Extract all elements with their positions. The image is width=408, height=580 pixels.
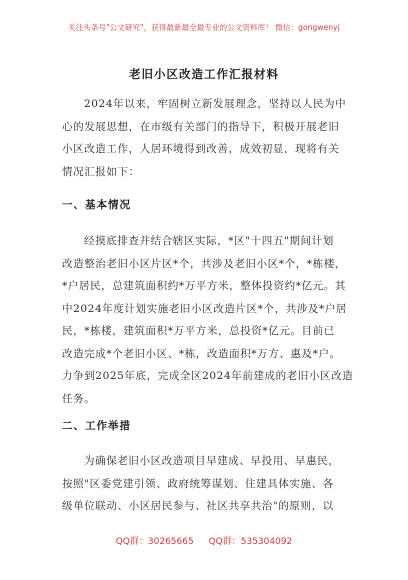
- section-heading-work-measures: 二、工作举措: [62, 420, 131, 432]
- footer-qq-group-1: QQ群：30265665: [115, 537, 194, 547]
- document-title: 老旧小区改造工作汇报材料: [129, 67, 279, 81]
- paragraph-line: 民，*栋楼，建筑面积*万平方米，总投资*亿元。目前已: [62, 325, 335, 337]
- paragraph-line: 为确保老旧小区改造项目早建成、早投用、早惠民，: [84, 455, 340, 467]
- footer-qq-group-2: QQ群：535304092: [208, 537, 293, 547]
- section-heading-basic-situation: 一、基本情况: [62, 199, 131, 211]
- paragraph-line: 中2024年度计划实施老旧小区改造片区*个，共涉及*户居: [62, 302, 348, 315]
- paragraph-line: 级单位联动、小区居民参与、社区共享共治"的原则，以: [62, 500, 334, 512]
- work-measures-paragraph: [62, 450, 352, 518]
- paragraph-line: 任务。: [62, 392, 96, 405]
- paragraph-line: 改造整治老旧小区片区*个，共涉及老旧小区*个，*栋楼，: [62, 257, 346, 270]
- paragraph-line: 改造完成*个老旧小区、*栋，改造面积*万方、惠及*户。: [62, 347, 341, 360]
- paragraph-line: 小区改造工作，人居环境得到改善，成效初显，现将有关: [62, 143, 340, 155]
- paragraph-line: 心的发展思想，在市级有关部门的指导下，积极开展老旧: [62, 120, 340, 133]
- paragraph-line: 经摸底排查并结合辖区实际，*区"十四五"期间计划: [84, 235, 334, 247]
- intro-paragraph: [62, 93, 352, 183]
- paragraph-line: 2024年以来，牢固树立新发展理念，坚持以人民为中: [84, 98, 347, 110]
- footer-contacts: [0, 534, 408, 547]
- paragraph-line: 情况汇报如下：: [62, 165, 140, 178]
- header-banner: 关注头条号"公文研究"，获得最新最全最专业的公文资料库！ 微信：gongwenyj: [68, 23, 340, 32]
- basic-situation-paragraph: [62, 230, 352, 410]
- paragraph-line: 按照"区委党建引领、政府统筹谋划、住建具体实施、各: [62, 477, 334, 490]
- paragraph-line: 力争到2025年底，完成全区2024年前建成的老旧小区改造: [62, 370, 354, 382]
- paragraph-line: *户居民，总建筑面积约*万平方米，整体投资约*亿元。其: [62, 280, 346, 292]
